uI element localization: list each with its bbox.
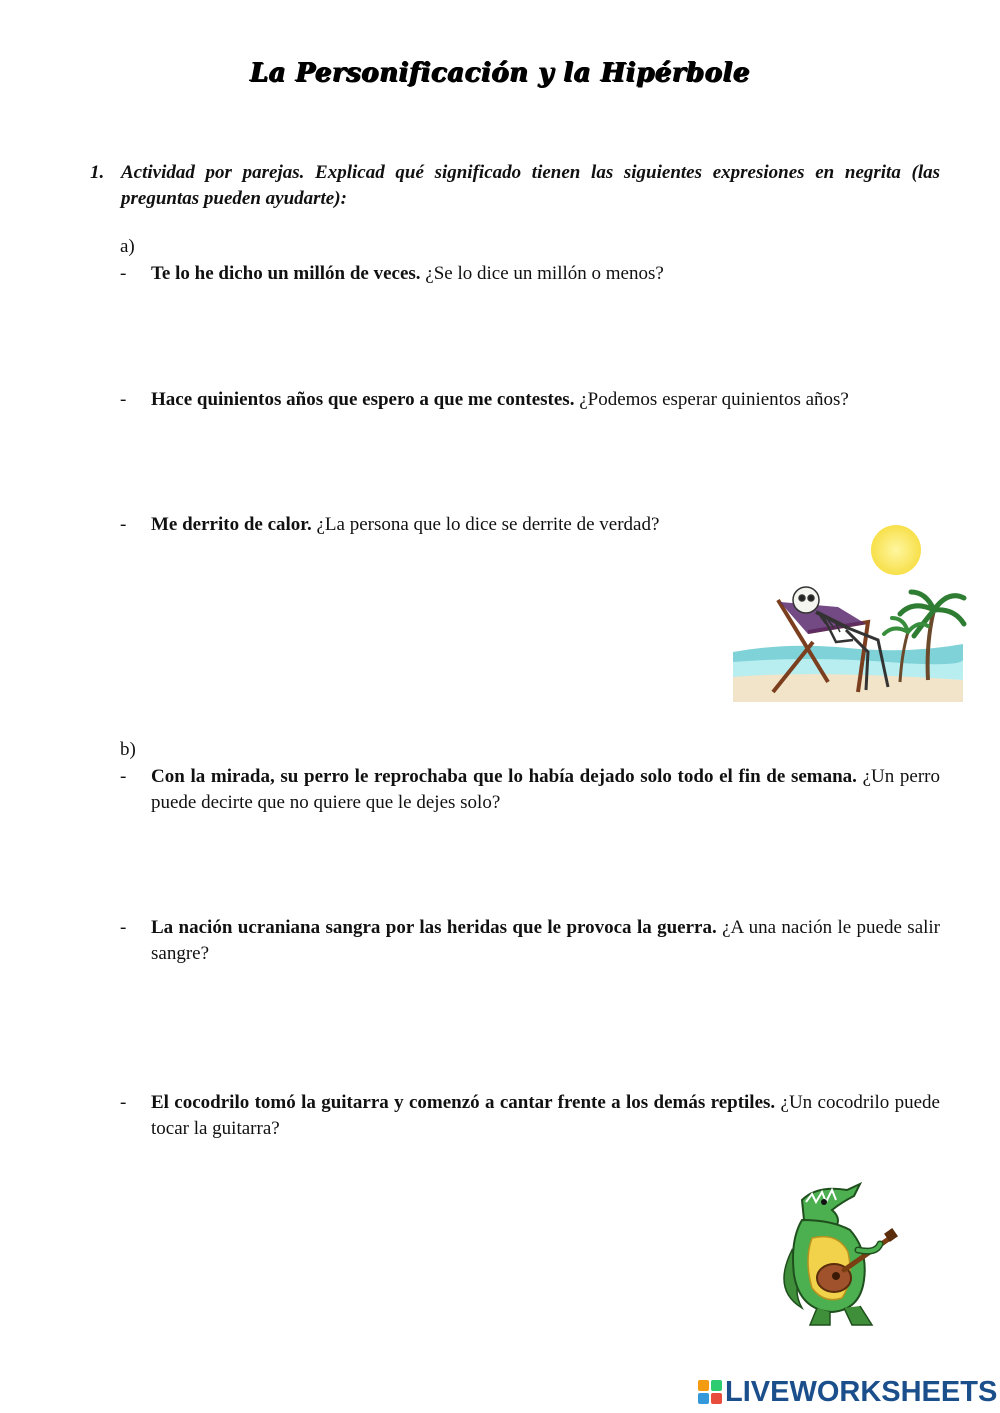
question-text: ¿La persona que lo dice se derrite de verdad? <box>316 514 660 535</box>
bullet-dash: - <box>120 766 127 787</box>
bullet-dash: - <box>120 389 127 410</box>
question-text: ¿A una nación le puede salir sangre? <box>151 917 941 964</box>
question-text: ¿Se lo dice un millón o menos? <box>425 263 664 284</box>
liveworksheets-squares-icon <box>698 1380 722 1404</box>
page-title: La Personificación y la Hipérbole <box>249 58 750 88</box>
list-item <box>120 764 940 816</box>
activity-number: 1. <box>90 162 105 183</box>
logo-square <box>698 1380 709 1391</box>
bullet-dash: - <box>120 1092 127 1113</box>
bullet-dash: - <box>120 917 127 938</box>
expression-text: Hace quinientos años que espero a que me contestes. <box>151 389 575 410</box>
liveworksheets-logo <box>698 1374 997 1410</box>
activity-text: Actividad por parejas. Explicad qué significado tienen las siguientes expresiones en negrita (las preguntas pueden ayudarte): <box>121 162 940 209</box>
bullet-dash: - <box>120 263 127 284</box>
list-item <box>120 261 940 287</box>
question-text: ¿Un perro puede decirte que no quiere que le dejes solo? <box>151 766 940 813</box>
list-item <box>120 387 940 413</box>
logo-square <box>711 1393 722 1404</box>
question-text: ¿Un cocodrilo puede tocar la guitarra? <box>151 1092 940 1139</box>
section-label-b: b) <box>120 739 136 760</box>
list-item <box>120 915 940 967</box>
expression-text: La nación ucraniana sangra por las heridas que le provoca la guerra. <box>151 917 717 938</box>
expression-text: El cocodrilo tomó la guitarra y comenzó a cantar frente a los demás reptiles. <box>151 1092 776 1113</box>
expression-text: Te lo he dicho un millón de veces. <box>151 263 421 284</box>
activity-instruction <box>90 160 940 212</box>
logo-square <box>711 1380 722 1391</box>
expression-text: Con la mirada, su perro le reprochaba que lo había dejado solo todo el fin de semana. <box>151 766 857 787</box>
question-text: ¿Podemos esperar quinientos años? <box>579 389 849 410</box>
list-item <box>120 1090 940 1142</box>
liveworksheets-wordmark: LIVEWORKSHEETS <box>725 1375 998 1408</box>
expression-text: Me derrito de calor. <box>151 514 312 535</box>
logo-square <box>698 1393 709 1404</box>
crocodile-guitar-illustration <box>772 1180 907 1330</box>
skeleton-beach-illustration <box>728 512 968 707</box>
bullet-dash: - <box>120 514 127 535</box>
sun-icon <box>871 525 921 575</box>
section-label-a: a) <box>120 236 135 257</box>
